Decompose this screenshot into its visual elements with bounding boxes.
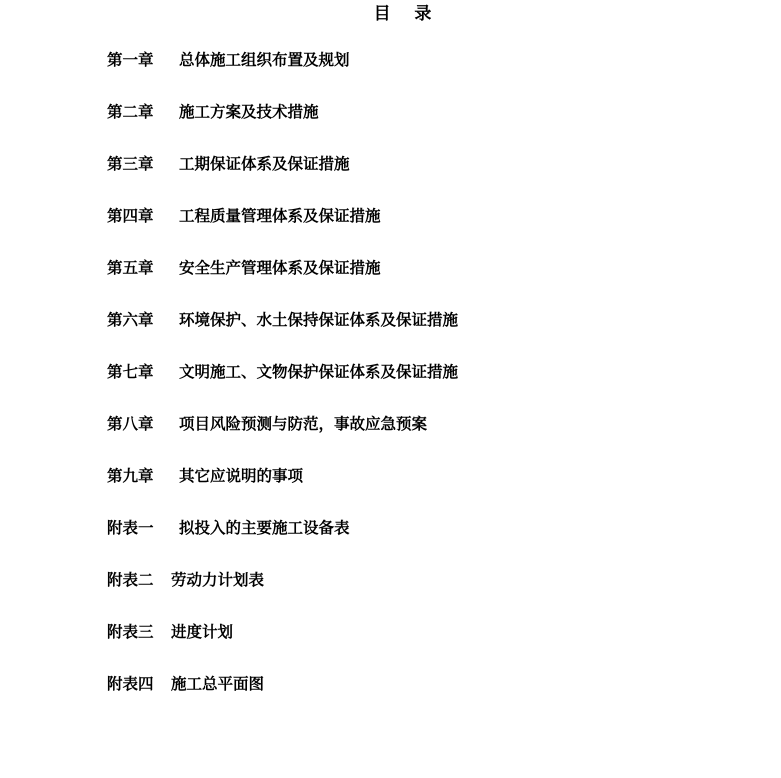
- toc-entry-label: 第三章: [107, 154, 154, 173]
- toc-entry-label: 第八章: [107, 414, 154, 433]
- toc-entry-text: 文明施工、文物保护保证体系及保证措施: [179, 362, 459, 381]
- toc-entry-chapter-8[interactable]: [107, 413, 458, 465]
- toc-entry-label: 第一章: [107, 50, 154, 69]
- toc-entry-text: 环境保护、水土保持保证体系及保证措施: [179, 310, 459, 329]
- toc-entry-chapter-1[interactable]: [107, 49, 458, 101]
- toc-entry-appendix-4[interactable]: [107, 673, 458, 725]
- toc-entry-text: 工期保证体系及保证措施: [179, 154, 350, 173]
- table-of-contents: [107, 49, 458, 725]
- toc-entry-text: 安全生产管理体系及保证措施: [179, 258, 381, 277]
- toc-entry-text: 施工方案及技术措施: [179, 102, 319, 121]
- toc-entry-label: 附表四: [107, 674, 154, 693]
- toc-entry-label: 第四章: [107, 206, 154, 225]
- toc-entry-label: 附表二: [107, 570, 154, 589]
- toc-entry-label: 第九章: [107, 466, 154, 485]
- toc-entry-chapter-5[interactable]: [107, 257, 458, 309]
- page-title: 目 录: [373, 4, 432, 24]
- toc-entry-appendix-3[interactable]: [107, 621, 458, 673]
- toc-entry-chapter-3[interactable]: [107, 153, 458, 205]
- toc-entry-text: 进度计划: [171, 622, 234, 641]
- toc-entry-chapter-7[interactable]: [107, 361, 458, 413]
- toc-entry-chapter-6[interactable]: [107, 309, 458, 361]
- toc-entry-label: 附表一: [107, 518, 154, 537]
- toc-entry-text: 其它应说明的事项: [179, 466, 304, 485]
- toc-entry-label: 附表三: [107, 622, 154, 641]
- toc-entry-label: 第五章: [107, 258, 154, 277]
- toc-entry-text: 项目风险预测与防范，事故应急预案: [179, 414, 428, 433]
- toc-entry-text: 施工总平面图: [171, 674, 265, 693]
- toc-entry-appendix-2[interactable]: [107, 569, 458, 621]
- toc-entry-label: 第六章: [107, 310, 154, 329]
- toc-entry-label: 第二章: [107, 102, 154, 121]
- toc-entry-text: 工程质量管理体系及保证措施: [179, 206, 381, 225]
- toc-entry-chapter-2[interactable]: [107, 101, 458, 153]
- toc-entry-chapter-9[interactable]: [107, 465, 458, 517]
- toc-entry-text: 拟投入的主要施工设备表: [179, 518, 350, 537]
- toc-entry-text: 劳动力计划表: [171, 570, 265, 589]
- toc-entry-label: 第七章: [107, 362, 154, 381]
- toc-entry-chapter-4[interactable]: [107, 205, 458, 257]
- toc-entry-text: 总体施工组织布置及规划: [179, 50, 350, 69]
- toc-entry-appendix-1[interactable]: [107, 517, 458, 569]
